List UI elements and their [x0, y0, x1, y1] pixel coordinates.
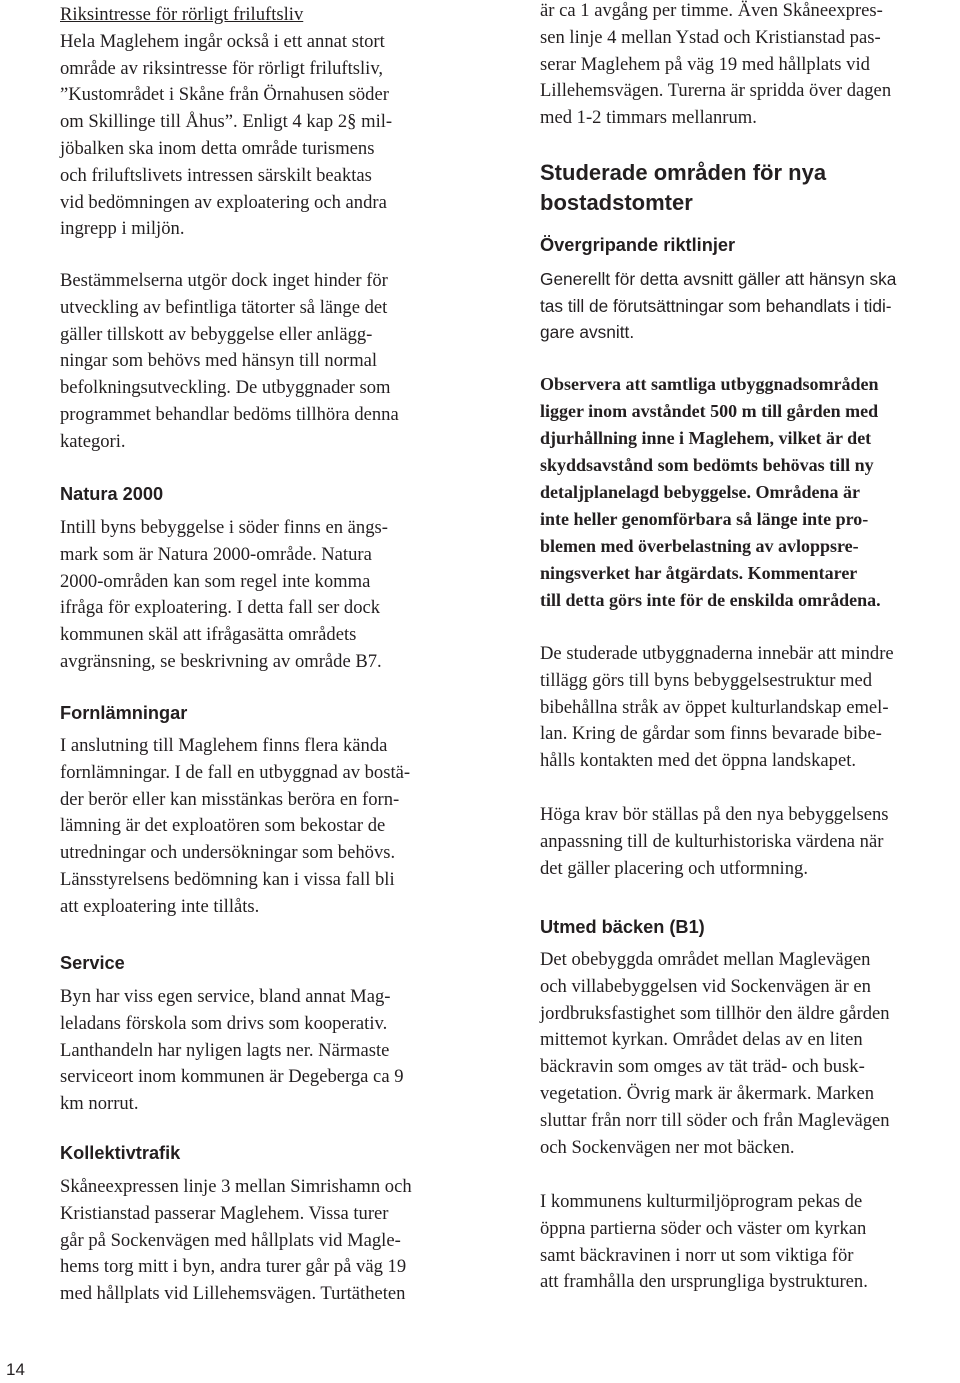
service-paragraph: Byn har viss egen service, bland annat Mag- leladans förskola som drivs som kooperativ. Lanthandeln har nyligen lagts ner. Närmaste serviceort inom kommunen är Degeberga ca 9 km norrut.: [60, 986, 404, 1115]
riksintresse-section: [60, 2, 478, 243]
kollektivtrafik-body-section: [60, 1174, 478, 1308]
utmed-heading: Utmed bäcken (B1): [540, 917, 705, 937]
kollektivtrafik-continued: [540, 0, 958, 132]
bestammelser-paragraph: Bestämmelserna utgör dock inget hinder för utveckling av befintliga tätorter så länge det gäller tillskott av bebyggelse eller anlägg- ningar som behövs med hänsyn till normal befolkningsutveckling. De utbyggnader som programmet behandlar bedöms tillhöra denna kategori.: [60, 270, 399, 452]
kulturmiljo-section: [540, 1189, 958, 1296]
kulturmiljo-paragraph: I kommunens kulturmiljöprogram pekas de öppna partierna söder och väster om kyrkan samt bäckravinen i norr ut som viktiga för att framhålla den ursprungliga bystrukturen.: [540, 1191, 868, 1293]
fornlamningar-paragraph: I anslutning till Maglehem finns flera kända fornlämningar. I de fall en utbyggnad av bostä- der berör eller kan misstänkas beröra en forn- lämning är det exploatören som bekostar de utredningar och undersökningar som behövs. Länsstyrelsens bedömning kan i vissa fall bli att exploatering inte tillåts.: [60, 735, 411, 917]
utmed-section: [540, 915, 958, 939]
fornlamningar-section: [60, 701, 478, 725]
bestammelser-section: [60, 268, 478, 456]
fornlamningar-heading: Fornlämningar: [60, 703, 188, 723]
studerade-body-section: [540, 641, 958, 775]
studerade-heading-block: [540, 158, 958, 218]
riksintresse-paragraph: Hela Maglehem ingår också i ett annat stort område av riksintresse för rörligt friluftsliv, ”Kustområdet i Skåne från Örnahusen söder om Skillinge till Åhus”. Enligt 4 kap 2§ mil- jöbalken ska inom detta område turismens och friluftslivets intressen särskilt beaktas vid bedömningen av exploatering och andra ingrepp i miljön.: [60, 30, 393, 240]
kollektivtrafik-heading: Kollektivtrafik: [60, 1143, 181, 1163]
natura-section: [60, 482, 478, 506]
overgripande-heading: Övergripande riktlinjer: [540, 235, 736, 255]
kollektivtrafik-paragraph: Skåneexpressen linje 3 mellan Simrishamn och Kristianstad passerar Maglehem. Vissa turer går på Sockenvägen med hållplats vid Magle- hems torg mitt i byn, andra turer går på väg 19 med hållplats vid Lillehemsvägen. Turtätheten: [60, 1176, 412, 1305]
overgripande-section: [540, 233, 958, 257]
riksintresse-heading: Riksintresse för rörligt friluftsliv: [60, 4, 304, 25]
overgripande-paragraph: Generellt för detta avsnitt gäller att hänsyn ska tas till de förutsättningar som behandlats i tidi- gare avsnitt.: [540, 269, 897, 343]
observera-section: [540, 371, 958, 614]
natura-paragraph: Intill byns bebyggelse i söder finns en ängs- mark som är Natura 2000-område. Natura 2000-områden kan som regel inte komma ifråga för exploatering. I detta fall ser dock kommunen skäl att ifrågasätta områdets avgränsning, se beskrivning av område B7.: [60, 517, 388, 672]
service-heading: Service: [60, 953, 125, 973]
service-body-section: [60, 984, 478, 1118]
hoga-krav-section: [540, 802, 958, 882]
kollektivtrafik-section: [60, 1141, 478, 1165]
utmed-body-section: [540, 947, 958, 1161]
hoga-krav-paragraph: Höga krav bör ställas på den nya bebyggelsens anpassning till de kulturhistoriska värdena när det gäller placering och utformning.: [540, 804, 889, 879]
utmed-paragraph: Det obebyggda området mellan Maglevägen och villabebyggelsen vid Sockenvägen är en jordbruksfastighet som tillhör den äldre gården mittemot kyrkan. Området delas av en liten bäckravin som omges av tät träd- och busk- vegetation. Övrig mark är åkermark. Marken sluttar från norr till söder och från Maglevägen och Sockenvägen ner mot bäcken.: [540, 949, 890, 1158]
studerade-paragraph: De studerade utbyggnaderna innebär att mindre tillägg görs till byns bebyggelsestruktur med bibehållna stråk av öppet kulturlandskap emel- lan. Kring de gårdar som finns bevarade bibe- hålls kontakten med det öppna landskapet.: [540, 643, 894, 772]
page-number: 14: [6, 1360, 25, 1379]
overgripande-body-section: [540, 266, 958, 346]
service-section: [60, 951, 478, 975]
fornlamningar-body-section: [60, 733, 478, 921]
observera-paragraph: Observera att samtliga utbyggnadsområden ligger inom avståndet 500 m till gården med djurhållning inne i Maglehem, vilket är det skyddsavstånd som bedömts behövas till ny detaljplanelagd bebyggelse. Områdena är inte heller genomförbara så länge inte pro- blemen med överbelastning av avloppsre- ningsverket har åtgärdats. Kommentarer till detta görs inte för de enskilda områdena.: [540, 374, 881, 610]
natura-heading: Natura 2000: [60, 484, 164, 504]
studerade-heading: Studerade områden för nya bostadstomter: [540, 160, 827, 215]
kollektivtrafik-continued-paragraph: är ca 1 avgång per timme. Även Skåneexpres- sen linje 4 mellan Ystad och Kristianstad pas- serar Maglehem på väg 19 med hållplats vid Lillehemsvägen. Turerna är spridda över dagen med 1-2 timmars mellanrum.: [540, 0, 892, 129]
natura-body-section: [60, 515, 478, 676]
